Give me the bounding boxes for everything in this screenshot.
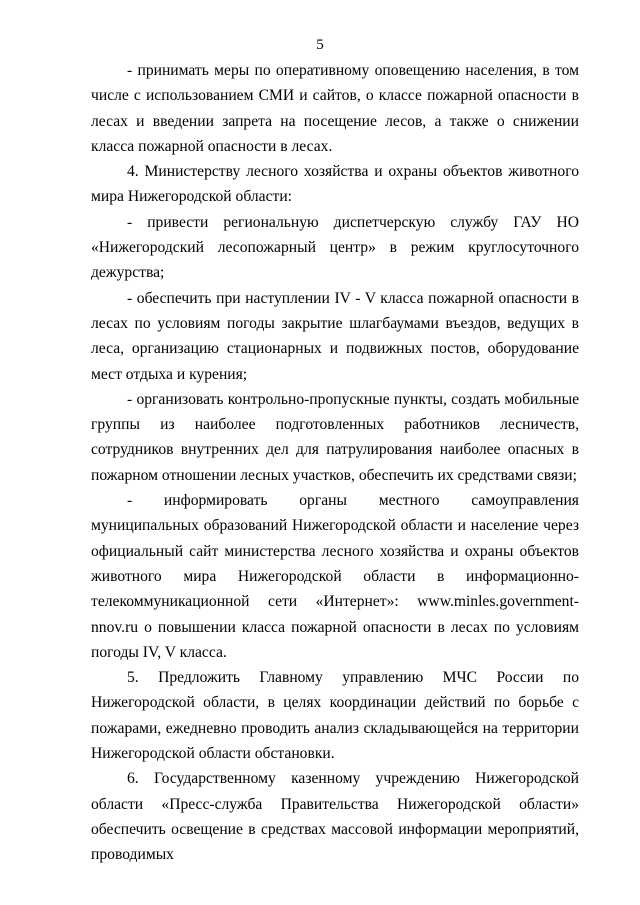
paragraph-inform-authorities: - информировать органы местного самоуправления муниципальных образований Нижегородской области и население через официальный сайт министерства лесного хозяйства и охраны объектов животного мира Нижегородской области в информационно-телекоммуникационной сети «Интернет»: www.minles.government-nnov.ru о повышении класса пожарной опасности в лесах по условиям погоды IV, V класса. <box>91 492 579 661</box>
paragraph-item-6-press-service: 6. Государственному казенному учреждению Нижегородской области «Пресс-служба Правительства Нижегородской области» обеспечить освещение в средствах массовой информации мероприятий, проводимых <box>91 770 579 864</box>
paragraph-notify-population: - принимать меры по оперативному оповещению населения, в том числе с использованием СМИ и сайтов, о классе пожарной опасности в лесах и введении запрета на посещение лесов, а также о снижении класса пожарной опасности в лесах. <box>91 62 579 155</box>
paragraph-dispatch-service: - привести региональную диспетчерскую службу ГАУ НО «Нижегородский лесопожарный центр» в режим круглосуточного дежурства; <box>91 213 579 282</box>
document-body <box>91 58 579 868</box>
paragraph-checkpoints: - организовать контрольно-пропускные пункты, создать мобильные группы из наиболее подготовленных работников лесничеств, сотрудников внутренних дел для патрулирования наиболее опасных в пожарном отношении лесных участков, обеспечить их средствами связи; <box>91 390 579 484</box>
paragraph-close-entrances: - обеспечить при наступлении IV - V класса пожарной опасности в лесах по условиям погоды закрытие шлагбаумами въездов, ведущих в леса, организацию стационарных и подвижных постов, оборудование мест отдыха и курения; <box>91 289 579 383</box>
paragraph-item-5-mchs: 5. Предложить Главному управлению МЧС России по Нижегородской области, в целях координации действий по борьбе с пожарами, ежедневно проводить анализ складывающейся на территории Нижегородской области обстановки. <box>91 669 579 763</box>
page-number: 5 <box>316 37 324 53</box>
paragraph-item-4-ministry: 4. Министерству лесного хозяйства и охраны объектов животного мира Нижегородской области: <box>91 163 579 206</box>
